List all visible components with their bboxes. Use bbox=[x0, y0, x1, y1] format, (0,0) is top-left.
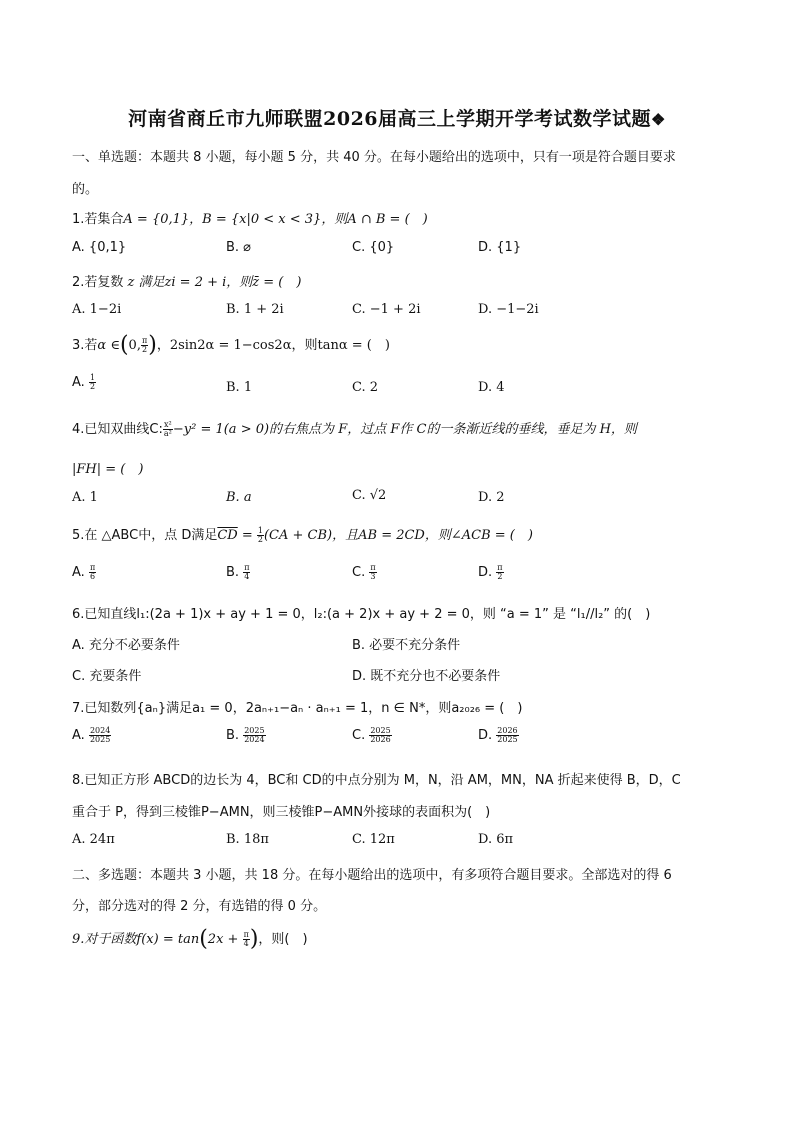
q5-option-d-label: D. bbox=[478, 565, 497, 580]
q8-option-a: A. 24π bbox=[72, 832, 115, 847]
q7-option-b-frac bbox=[243, 727, 265, 744]
q3-option-b: B. 1 bbox=[226, 380, 253, 395]
q3-prefix: 3.若 bbox=[72, 338, 98, 353]
q2-option-b: B. 1 + 2i bbox=[226, 302, 284, 317]
q3-option-a-den: 2 bbox=[89, 382, 96, 391]
question-8-line2: 重合于 P，得到三棱锥P−AMN，则三棱锥P−AMN外接球的表面积为( ) bbox=[72, 805, 491, 820]
q5-half bbox=[257, 527, 264, 544]
q5-option-a bbox=[72, 564, 96, 581]
q5-option-b bbox=[226, 564, 250, 581]
question-3 bbox=[72, 334, 390, 357]
page-title bbox=[0, 104, 794, 131]
q5-option-a-den: 6 bbox=[90, 572, 96, 581]
question-8-line1: 8.已知正方形 ABCD的边长为 4，BC和 CD的中点分别为 M，N，沿 AM，MN，NA 折起来使得 B，D，C bbox=[72, 773, 681, 788]
q7-option-d-label: D. bbox=[478, 728, 497, 743]
q7-option-c bbox=[352, 727, 392, 744]
q3-option-a bbox=[72, 374, 96, 391]
q4-frac bbox=[163, 421, 173, 438]
q5-option-d-frac bbox=[496, 564, 503, 581]
q4-option-a: A. 1 bbox=[72, 490, 98, 505]
q9-left-paren: ( bbox=[199, 926, 208, 952]
q5-rest: (CA + CB)，且AB = 2CD，则∠ACB = ( ) bbox=[263, 528, 533, 543]
diamond-icon: ❖ bbox=[651, 110, 666, 129]
q5-option-b-label: B. bbox=[226, 565, 244, 580]
q5-option-a-num: π bbox=[89, 563, 96, 572]
q7-option-a-num: 2024 bbox=[89, 726, 111, 735]
q4-option-d: D. 2 bbox=[478, 490, 505, 505]
q7-option-c-den: 2026 bbox=[370, 735, 391, 744]
q3-option-c: C. 2 bbox=[352, 380, 379, 395]
question-6: 6.已知直线l₁:(2a + 1)x + ay + 1 = 0，l₂:(a + 2)x + ay + 2 = 0，则 “a = 1” 是 “l₁//l₂” 的( ) bbox=[72, 607, 651, 622]
q5-option-b-den: 4 bbox=[244, 572, 250, 581]
q5-option-c-frac bbox=[369, 564, 376, 581]
q3-option-d: D. 4 bbox=[478, 380, 505, 395]
q5-option-d bbox=[478, 564, 504, 581]
q5-option-c-den: 3 bbox=[370, 572, 376, 581]
q9-frac-den: 4 bbox=[243, 939, 249, 948]
q8-option-b: B. 18π bbox=[226, 832, 269, 847]
q1-option-d: D. {1} bbox=[478, 240, 522, 255]
q1-option-c: C. {0} bbox=[352, 240, 395, 255]
q5-option-a-label: A. bbox=[72, 565, 89, 580]
q5-half-num: 1 bbox=[257, 526, 263, 535]
q4-frac-den: a² bbox=[163, 429, 172, 438]
q6-option-c: C. 充要条件 bbox=[72, 669, 142, 684]
q2-option-a: A. 1−2i bbox=[72, 302, 122, 317]
q4-option-c: C. √2 bbox=[352, 488, 387, 503]
section1-heading-line1: 一、单选题：本题共 8 小题，每小题 5 分，共 40 分。在每小题给出的选项中，只有一项是符合题目要求 bbox=[72, 150, 676, 165]
question-4 bbox=[72, 418, 637, 438]
question-7: 7.已知数列{aₙ}满足a₁ = 0，2aₙ₊₁−aₙ · aₙ₊₁ = 1，n ∈ N*，则a₂₀₂₆ = ( ) bbox=[72, 701, 523, 716]
q5-option-b-num: π bbox=[244, 563, 250, 572]
q3-option-a-num: 1 bbox=[89, 373, 96, 382]
q1-option-a: A. {0,1} bbox=[72, 240, 127, 255]
q5-option-d-den: 2 bbox=[497, 572, 503, 581]
q3-frac-num: π bbox=[141, 336, 148, 345]
q5-option-a-frac bbox=[89, 564, 96, 581]
question-1 bbox=[72, 208, 428, 227]
q5-prefix: 5.在 △ABC中，点 D满足 bbox=[72, 528, 218, 543]
q2-option-c: C. −1 + 2i bbox=[352, 302, 421, 317]
q7-option-d-den: 2025 bbox=[497, 735, 518, 744]
q7-option-c-frac bbox=[369, 727, 391, 744]
q2-prefix: 2.若复数 bbox=[72, 275, 128, 290]
q5-option-c-num: π bbox=[370, 563, 376, 572]
q9-right-paren: ) bbox=[249, 926, 259, 952]
q7-option-b-num: 2025 bbox=[244, 726, 265, 735]
q7-option-b-label: B. bbox=[226, 728, 244, 743]
q5-option-c bbox=[352, 564, 377, 581]
section1-heading-line2: 的。 bbox=[72, 182, 99, 197]
q5-half-den: 2 bbox=[257, 535, 263, 544]
q9-inner: 2x + bbox=[207, 932, 243, 947]
q1-option-b: B. ⌀ bbox=[226, 240, 252, 255]
q9-frac bbox=[243, 931, 250, 948]
q2-text: z 满足zi = 2 + i，则z̄ = ( ) bbox=[127, 275, 302, 290]
q3-left-paren: ( bbox=[119, 332, 129, 358]
q6-option-d: D. 既不充分也不必要条件 bbox=[352, 669, 501, 684]
q3-option-a-label: A. bbox=[72, 375, 89, 390]
question-2 bbox=[72, 271, 301, 290]
q4-prefix: 4.已知双曲线C: bbox=[72, 422, 163, 437]
q9-rest: ，则( ) bbox=[258, 932, 308, 947]
q3-alpha-in: α ∈ bbox=[97, 338, 120, 353]
q8-option-c: C. 12π bbox=[352, 832, 395, 847]
q7-option-b bbox=[226, 727, 266, 744]
q7-option-c-num: 2025 bbox=[370, 726, 391, 735]
q3-option-a-frac bbox=[89, 374, 96, 391]
q4-frac-num: x² bbox=[164, 420, 172, 429]
q3-frac-den: 2 bbox=[142, 345, 148, 354]
q1-text: A = {0,1}，B = {x|0 < x < 3}，则A ∩ B = ( ) bbox=[123, 212, 428, 227]
q5-option-c-label: C. bbox=[352, 565, 370, 580]
q9-prefix: 9.对于函数f(x) = tan bbox=[72, 932, 200, 947]
question-9 bbox=[72, 928, 308, 951]
section2-heading-line2: 分，部分选对的得 2 分，有选错的得 0 分。 bbox=[72, 899, 327, 914]
q7-option-d-frac bbox=[496, 727, 518, 744]
q5-option-d-num: π bbox=[497, 563, 503, 572]
q5-vector-cd: $\overline{CD}$ bbox=[217, 528, 238, 543]
q5-option-b-frac bbox=[243, 564, 250, 581]
q7-option-a-frac bbox=[89, 727, 111, 744]
q3-right-paren: ) bbox=[148, 332, 157, 358]
q4-option-b: B. a bbox=[226, 490, 252, 505]
q6-option-b: B. 必要不充分条件 bbox=[352, 638, 461, 653]
question-5 bbox=[72, 524, 533, 544]
q3-zero: 0, bbox=[128, 338, 141, 353]
q9-frac-num: π bbox=[243, 930, 249, 939]
section2-heading-line1: 二、多选题：本题共 3 小题，共 18 分。在每小题给出的选项中，有多项符合题目要求。全部选对的得 6 bbox=[72, 868, 672, 883]
q5-equals: = bbox=[237, 528, 257, 543]
q7-option-c-label: C. bbox=[352, 728, 370, 743]
title-text: 河南省商丘市九师联盟2026届高三上学期开学考试数学试题 bbox=[128, 108, 652, 130]
q7-option-d-num: 2026 bbox=[497, 726, 518, 735]
q7-option-d bbox=[478, 727, 519, 744]
q4-rest: −y² = 1(a > 0)的右焦点为 F，过点 F作 C的一条渐近线的垂线，垂足为 H，则 bbox=[172, 422, 637, 437]
q7-option-a bbox=[72, 727, 111, 744]
q3-rest: ，2sin2α = 1−cos2α，则tanα = ( ) bbox=[156, 338, 390, 353]
q6-option-a: A. 充分不必要条件 bbox=[72, 638, 180, 653]
q4-line2: |FH| = ( ) bbox=[72, 462, 144, 477]
q2-option-d: D. −1−2i bbox=[478, 302, 539, 317]
q8-option-d: D. 6π bbox=[478, 832, 514, 847]
q7-option-a-den: 2025 bbox=[89, 735, 111, 744]
q7-option-a-label: A. bbox=[72, 728, 89, 743]
q7-option-b-den: 2024 bbox=[244, 735, 265, 744]
q1-prefix: 1.若集合 bbox=[72, 212, 124, 227]
